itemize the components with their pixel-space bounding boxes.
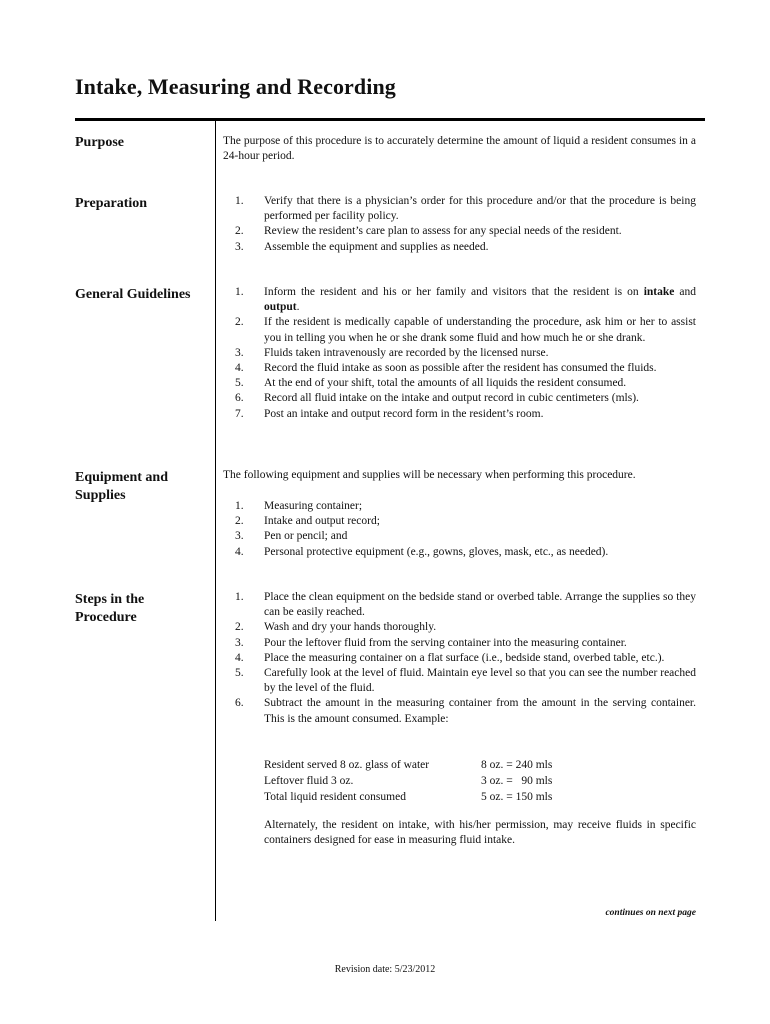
list-item: 3. Pen or pencil; and	[235, 530, 348, 543]
list-item: 7. Post an intake and output record form in the resident’s room.	[235, 407, 544, 420]
column-divider	[215, 121, 216, 921]
preparation-label: Preparation	[75, 196, 148, 211]
list-item: 5. Carefully look at the level of fluid. Maintain eye level so that you can see the number reached by the level of the fluid.	[235, 667, 696, 695]
preparation-list	[223, 194, 696, 255]
guidelines-label: General Guidelines	[75, 287, 191, 302]
list-item: 4. Personal protective equipment (e.g., gowns, gloves, mask, etc., as needed).	[235, 545, 609, 558]
revision-date: Revision date: 5/23/2012	[334, 964, 436, 975]
list-item: 3. Pour the leftover fluid from the serving container into the measuring container.	[235, 636, 627, 649]
list-item: 3. Assemble the equipment and supplies as needed.	[235, 240, 489, 253]
example-row: Leftover fluid 3 oz. 3 oz. = 90 mls	[264, 775, 553, 787]
example-table	[264, 757, 696, 805]
list-item: 2. Intake and output record;	[235, 515, 380, 528]
continues-note: continues on next page	[605, 908, 696, 918]
purpose-text: The purpose of this procedure is to accurately determine the amount of liquid a resident consumes in a 24-hour period.	[223, 135, 696, 163]
equipment-label: Equipment and Supplies	[75, 470, 168, 503]
equipment-list	[223, 499, 696, 560]
purpose-label: Purpose	[75, 135, 124, 150]
list-item: 2. If the resident is medically capable of understanding the procedure, ask him or her to assist you in telling you when he or she drank some fluid and how much he or she drank.	[235, 316, 696, 344]
list-item: 1. Verify that there is a physician’s order for this procedure and/or that the procedure is being performed per facility policy.	[235, 195, 696, 223]
example-row: Total liquid resident consumed 5 oz. = 150 mls	[264, 791, 553, 803]
alternate-text: Alternately, the resident on intake, with his/her permission, may receive fluids in specific containers designed for ease in measuring fluid intake.	[264, 819, 696, 847]
list-item: 1. Place the clean equipment on the bedside stand or overbed table. Arrange the supplies so they can be easily reached.	[235, 591, 696, 619]
steps-label: Steps in the Procedure	[75, 592, 145, 625]
example-row: Resident served 8 oz. glass of water 8 oz. = 240 mls	[264, 759, 553, 771]
equipment-intro: The following equipment and supplies will be necessary when performing this procedure.	[223, 469, 636, 481]
list-item: 6. Record all fluid intake on the intake and output record in cubic centimeters (mls).	[235, 392, 639, 405]
list-item: 5. At the end of your shift, total the amounts of all liquids the resident consumed.	[235, 377, 627, 390]
steps-list	[223, 590, 696, 727]
title-divider	[75, 118, 705, 121]
list-item: 3. Fluids taken intravenously are recorded by the licensed nurse.	[235, 346, 549, 359]
list-item: 2. Review the resident’s care plan to assess for any special needs of the resident.	[235, 225, 622, 238]
list-item: 2. Wash and dry your hands thoroughly.	[235, 621, 437, 634]
list-item: 4. Record the fluid intake as soon as possible after the resident has consumed the fluids.	[235, 362, 657, 375]
list-item: 6. Subtract the amount in the measuring container from the amount in the serving container. This is the amount consumed. Example:	[235, 697, 696, 725]
guidelines-list	[223, 285, 696, 422]
list-item: 4. Place the measuring container on a flat surface (i.e., bedside stand, overbed table, etc.).	[235, 651, 665, 664]
page-title: Intake, Measuring and Recording	[75, 74, 396, 99]
list-item: 1. Inform the resident and his or her family and visitors that the resident is on intake and output.	[235, 286, 697, 314]
list-item: 1. Measuring container;	[235, 500, 363, 512]
